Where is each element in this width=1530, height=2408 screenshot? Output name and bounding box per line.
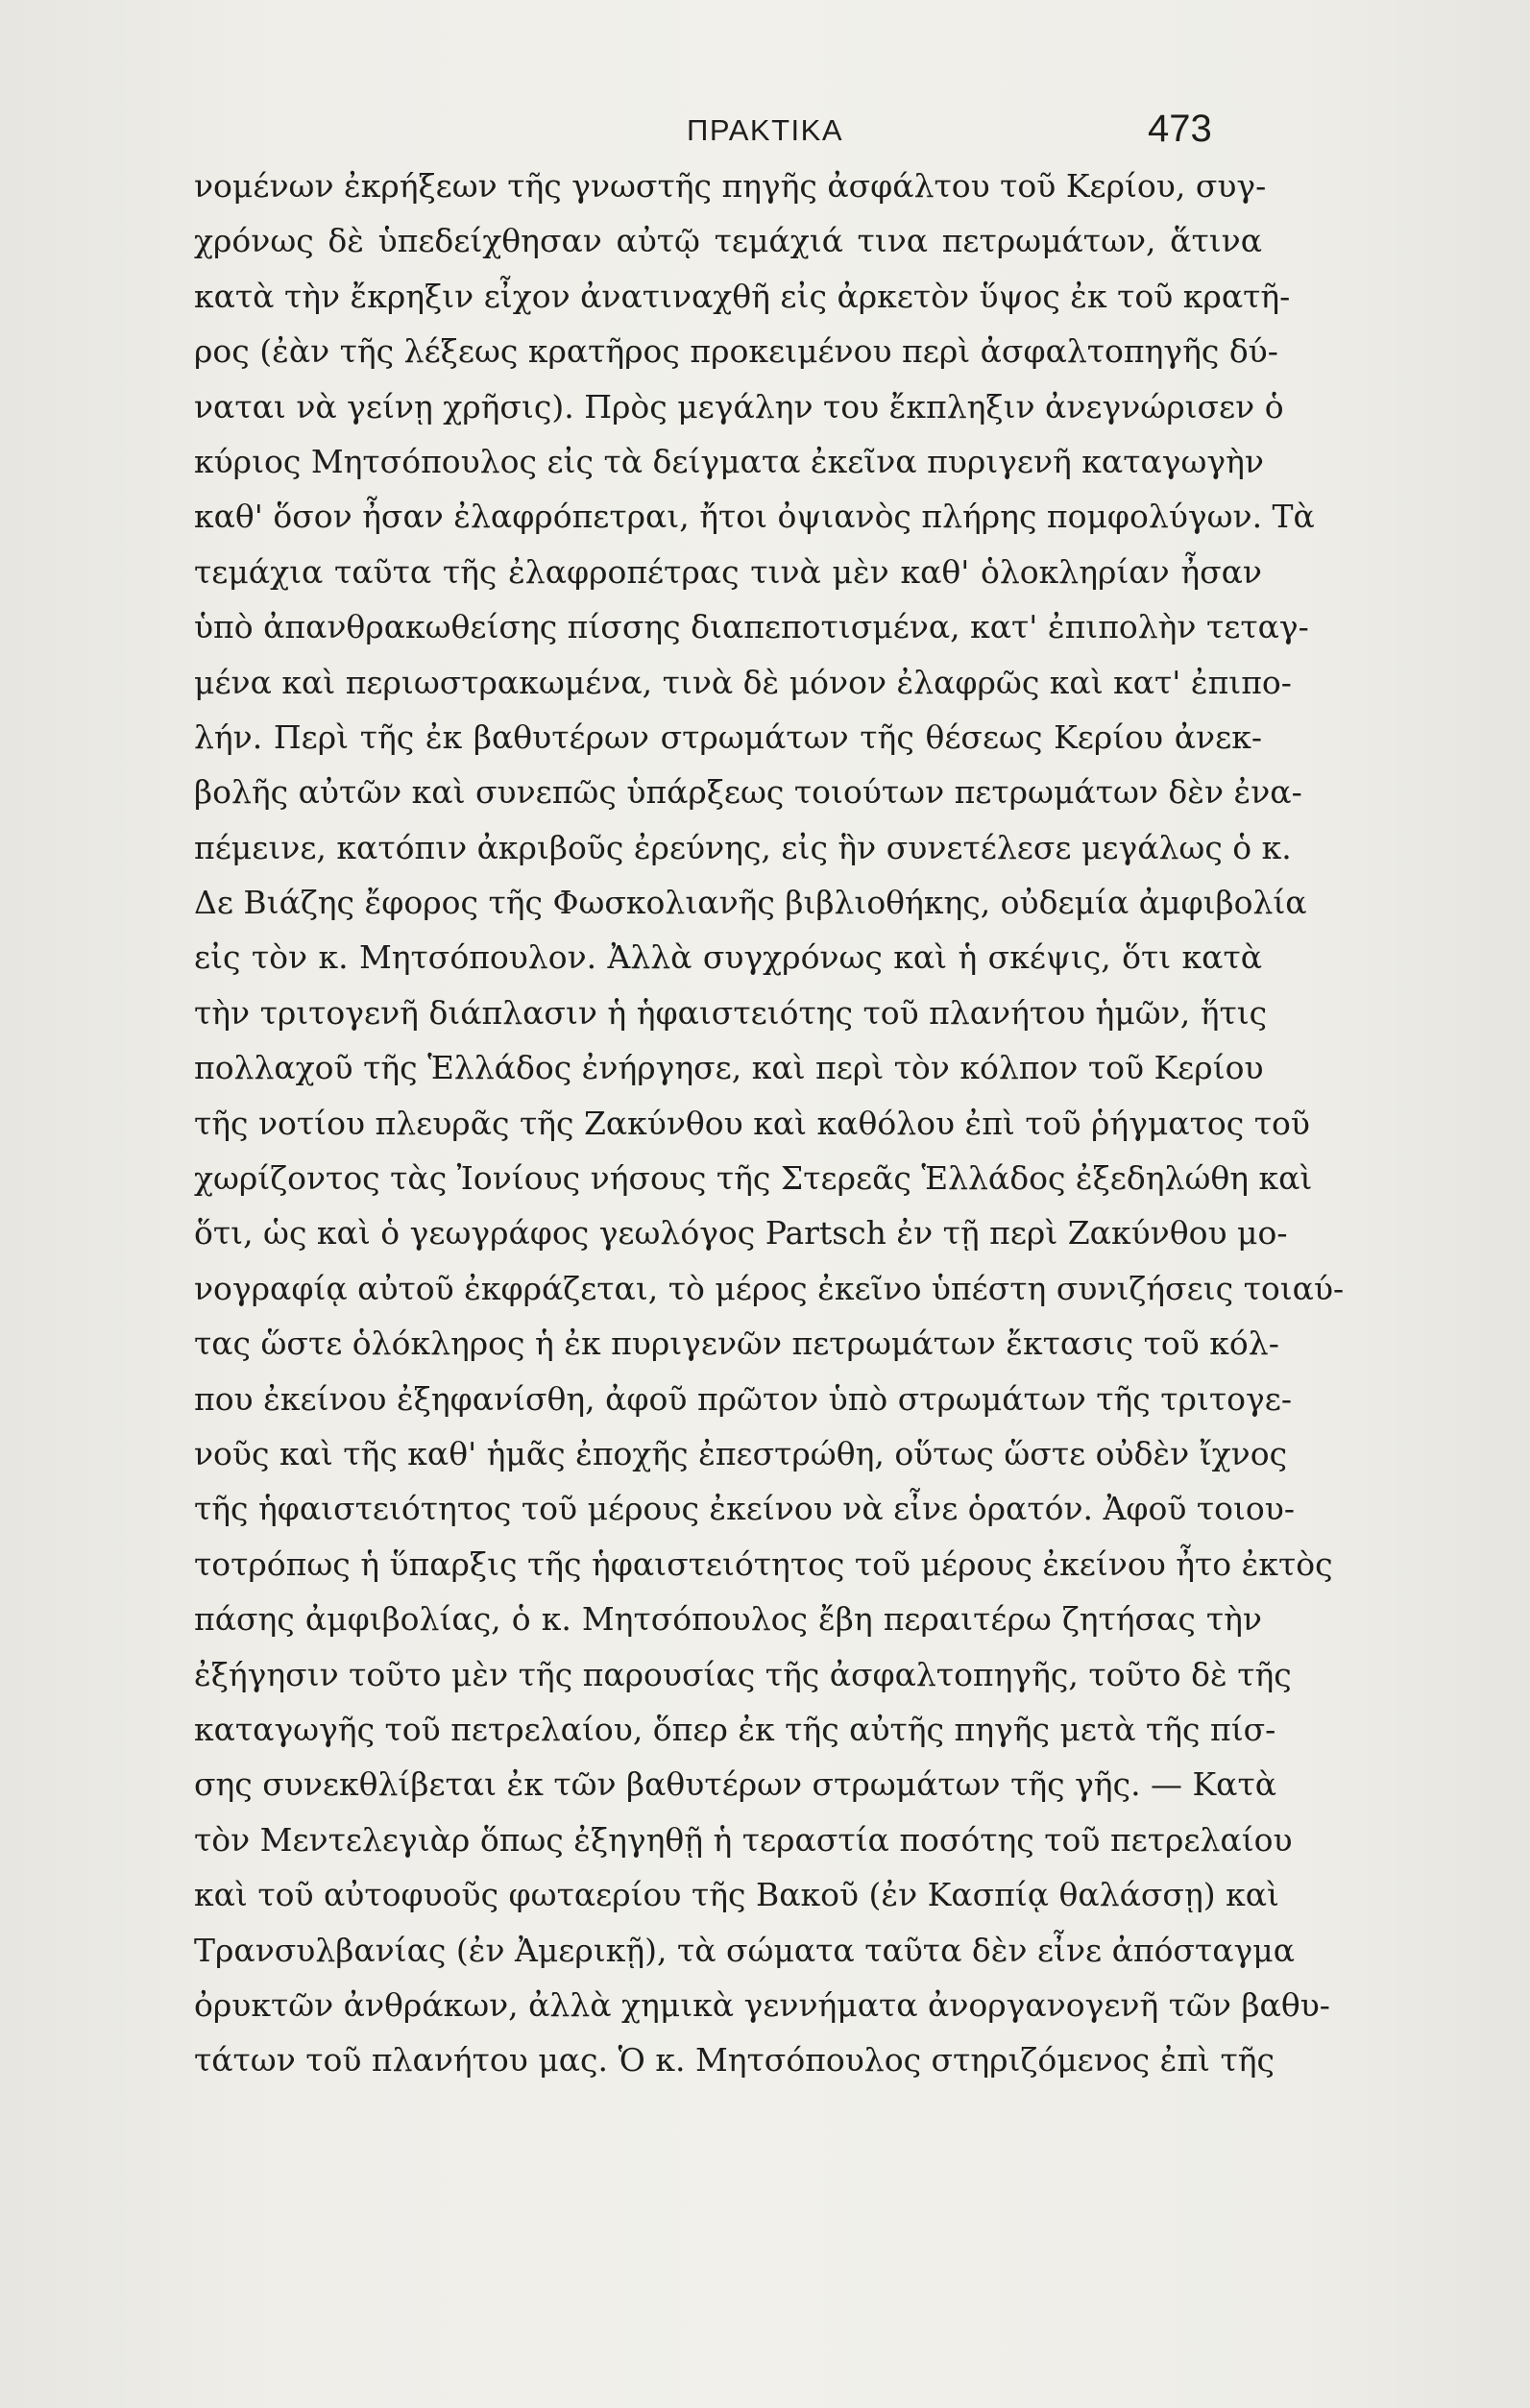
text-line: χρόνως δὲ ὑπεδείχθησαν αὐτῷ τεμάχιά τινα πετρωμάτων, ἅτινα bbox=[194, 222, 1262, 260]
text-line: μένα καὶ περιωστρακωμένα, τινὰ δὲ μόνον ἐλαφρῶς καὶ κατ' ἐπιπο- bbox=[194, 663, 1292, 701]
text-line: νοῦς καὶ τῆς καθ' ἡμᾶς ἐποχῆς ἐπεστρώθη, οὕτως ὥστε οὐδὲν ἴχνος bbox=[194, 1434, 1288, 1472]
text-line: κατὰ τὴν ἔκρηξιν εἶχον ἀνατιναχθῆ εἰς ἀρκετὸν ὕψος ἐκ τοῦ κρατῆ- bbox=[194, 277, 1291, 315]
text-line: τῆς νοτίου πλευρᾶς τῆς Ζακύνθου καὶ καθόλου ἐπὶ τοῦ ῥήγματος τοῦ bbox=[194, 1104, 1310, 1142]
text-line: καθ' ὅσον ἦσαν ἐλαφρόπετραι, ἤτοι ὀψιανὸς πλήρης πομφολύγων. Τὰ bbox=[194, 498, 1315, 536]
text-line: κύριος Μητσόπουλος εἰς τὰ δείγματα ἐκεῖνα πυριγενῆ καταγωγὴν bbox=[194, 442, 1264, 480]
text-line: νογραφίᾳ αὐτοῦ ἐκφράζεται, τὸ μέρος ἐκεῖνο ὑπέστη συνιζήσεις τοιαύ- bbox=[194, 1269, 1345, 1307]
running-title: ΠΡΑΚΤΙΚΑ bbox=[686, 113, 844, 147]
text-line: ὑπὸ ἀπανθρακωθείσης πίσσης διαπεποτισμένα, κατ' ἐπιπολὴν τεταγ- bbox=[194, 608, 1309, 646]
page-number: 473 bbox=[1148, 108, 1212, 150]
text-line: ὅτι, ὡς καὶ ὁ γεωγράφος γεωλόγος Partsch ἐν τῇ περὶ Ζακύνθου μο- bbox=[194, 1214, 1288, 1253]
text-line: ὀρυκτῶν ἀνθράκων, ἀλλὰ χημικὰ γεννήματα ἀνοργανογενῆ τῶν βαθυ- bbox=[194, 1985, 1330, 2024]
text-line: τεμάχια ταῦτα τῆς ἐλαφροπέτρας τινὰ μὲν καθ' ὁλοκληρίαν ἦσαν bbox=[194, 552, 1262, 591]
text-line: πέμεινε, κατόπιν ἀκριβοῦς ἐρεύνης, εἰς ἣν συνετέλεσε μεγάλως ὁ κ. bbox=[194, 828, 1292, 866]
text-line: καὶ τοῦ αὐτοφυοῦς φωταερίου τῆς Βακοῦ (ἐν Κασπίᾳ θαλάσσῃ) καὶ bbox=[194, 1876, 1279, 1914]
text-line: χωρίζοντος τὰς Ἰονίους νήσους τῆς Στερεᾶς Ἑλλάδος ἐξεδηλώθη καὶ bbox=[194, 1159, 1313, 1198]
text-line: νομένων ἐκρήξεων τῆς γνωστῆς πηγῆς ἀσφάλτου τοῦ Κερίου, συγ- bbox=[194, 167, 1267, 205]
text-line: που ἐκείνου ἐξηφανίσθη, ἀφοῦ πρῶτον ὑπὸ στρωμάτων τῆς τριτογε- bbox=[194, 1379, 1292, 1418]
text-line: τάτων τοῦ πλανήτου μας. Ὁ κ. Μητσόπουλος στηριζόμενος ἐπὶ τῆς bbox=[194, 2041, 1275, 2080]
text-line: λήν. Περὶ τῆς ἐκ βαθυτέρων στρωμάτων τῆς θέσεως Κερίου ἀνεκ- bbox=[194, 718, 1262, 756]
text-line: τὴν τριτογενῆ διάπλασιν ἡ ἡφαιστειότης τοῦ πλανήτου ἡμῶν, ἥτις bbox=[194, 993, 1268, 1032]
text-line: τας ὥστε ὁλόκληρος ἡ ἐκ πυριγενῶν πετρωμάτων ἔκτασις τοῦ κόλ- bbox=[194, 1325, 1279, 1363]
text-line: βολῆς αὐτῶν καὶ συνεπῶς ὑπάρξεως τοιούτων πετρωμάτων δὲν ἐνα- bbox=[194, 773, 1302, 812]
text-line: πάσης ἀμφιβολίας, ὁ κ. Μητσόπουλος ἔβη περαιτέρω ζητήσας τὴν bbox=[194, 1600, 1262, 1639]
text-line: Τρανσυλβανίας (ἐν Ἀμερικῇ), τὰ σώματα ταῦτα δὲν εἶνε ἀπόσταγμα bbox=[194, 1931, 1296, 1969]
body-text bbox=[194, 158, 1345, 2088]
text-line: εἰς τὸν κ. Μητσόπουλον. Ἀλλὰ συγχρόνως καὶ ἡ σκέψις, ὅτι κατὰ bbox=[194, 938, 1262, 977]
text-line: καταγωγῆς τοῦ πετρελαίου, ὅπερ ἐκ τῆς αὐτῆς πηγῆς μετὰ τῆς πίσ- bbox=[194, 1710, 1276, 1748]
text-line: πολλαχοῦ τῆς Ἑλλάδος ἐνήργησε, καὶ περὶ τὸν κόλπον τοῦ Κερίου bbox=[194, 1049, 1264, 1087]
text-line: τῆς ἡφαιστειότητος τοῦ μέρους ἐκείνου νὰ εἶνε ὁρατόν. Ἀφοῦ τοιου- bbox=[194, 1490, 1296, 1528]
text-line: ἐξήγησιν τοῦτο μὲν τῆς παρουσίας τῆς ἀσφαλτοπηγῆς, τοῦτο δὲ τῆς bbox=[194, 1655, 1292, 1693]
text-line: τὸν Μεντελεγιὰρ ὅπως ἐξηγηθῇ ἡ τεραστία ποσότης τοῦ πετρελαίου bbox=[194, 1820, 1293, 1859]
text-line: Δε Βιάζης ἔφορος τῆς Φωσκολιανῆς βιβλιοθήκης, οὐδεμία ἀμφιβολία bbox=[194, 884, 1307, 922]
text-line: ναται νὰ γείνῃ χρῆσις). Πρὸς μεγάλην του ἔκπληξιν ἀνεγνώρισεν ὁ bbox=[194, 387, 1284, 426]
text-line: ρος (ἐὰν τῆς λέξεως κρατῆρος προκειμένου περὶ ἀσφαλτοπηγῆς δύ- bbox=[194, 332, 1278, 371]
text-line: σης συνεκθλίβεται ἐκ τῶν βαθυτέρων στρωμάτων τῆς γῆς. — Κατὰ bbox=[194, 1765, 1277, 1804]
text-line: τοτρόπως ἡ ὕπαρξις τῆς ἡφαιστειότητος τοῦ μέρους ἐκείνου ἦτο ἐκτὸς bbox=[194, 1545, 1333, 1583]
